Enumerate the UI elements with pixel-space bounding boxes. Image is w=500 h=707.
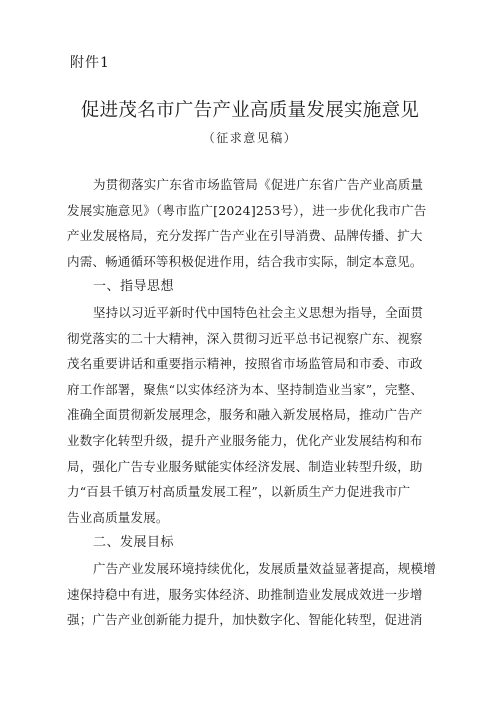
section1-line: 告业高质量发展。 <box>67 509 169 525</box>
section2-line: 速保持稳中有进，服务实体经济、助推制造业发展成效进一步增 <box>67 586 423 602</box>
section1-line: 彻党落实的二十大精神，深入贯彻习近平总书记视察广东、视察 <box>67 330 423 346</box>
section1-line: 府工作部署，聚焦“以实体经济为本、坚持制造业当家”，完整、 <box>67 381 424 397</box>
section1-line: 茂名重要讲话和重要指示精神，按照省市场监管局和市委、市政 <box>67 356 423 372</box>
section1-line: 坚持以习近平新时代中国特色社会主义思想为指导，全面贯 <box>93 304 424 320</box>
section1-line: 准确全面贯彻新发展理念，服务和融入新发展格局，推动广告产 <box>67 407 423 423</box>
section1-line: 局，强化广告专业服务赋能实体经济发展、制造业转型升级，助 <box>67 458 423 474</box>
section1-line: 业数字化转型升级，提升产业服务能力，优化产业发展结构和布 <box>67 432 423 448</box>
intro-line: 发展实施意见》（粤市监广[2024]253号），进一步优化我市广告 <box>67 202 427 218</box>
section2-line: 广告产业发展环境持续优化，发展质量效益显著提高，规模增 <box>93 560 436 576</box>
section-heading-guiding-ideology: 一、指导思想 <box>93 279 175 295</box>
intro-line: 内需、畅通循环等积极促进作用，结合我市实际，制定本意见。 <box>67 253 423 269</box>
document-title: 促进茂名市广告产业高质量发展实施意见 <box>80 100 420 121</box>
section2-line: 强；广告产业创新能力提升，加快数字化、智能化转型，促进消 <box>67 612 423 628</box>
section1-line: 力“百县千镇万村高质量发展工程”，以新质生产力促进我市广 <box>67 484 411 500</box>
attachment-label: 附件1 <box>70 55 110 71</box>
intro-line: 为贯彻落实广东省市场监管局《促进广东省广告产业高质量 <box>93 177 424 192</box>
document-subtitle: （征求意见稿） <box>202 131 298 145</box>
section-heading-development-goals: 二、发展目标 <box>93 535 175 551</box>
document-body <box>67 172 439 633</box>
intro-line: 产业发展格局，充分发挥广告产业在引导消费、品牌传播、扩大 <box>67 228 423 244</box>
